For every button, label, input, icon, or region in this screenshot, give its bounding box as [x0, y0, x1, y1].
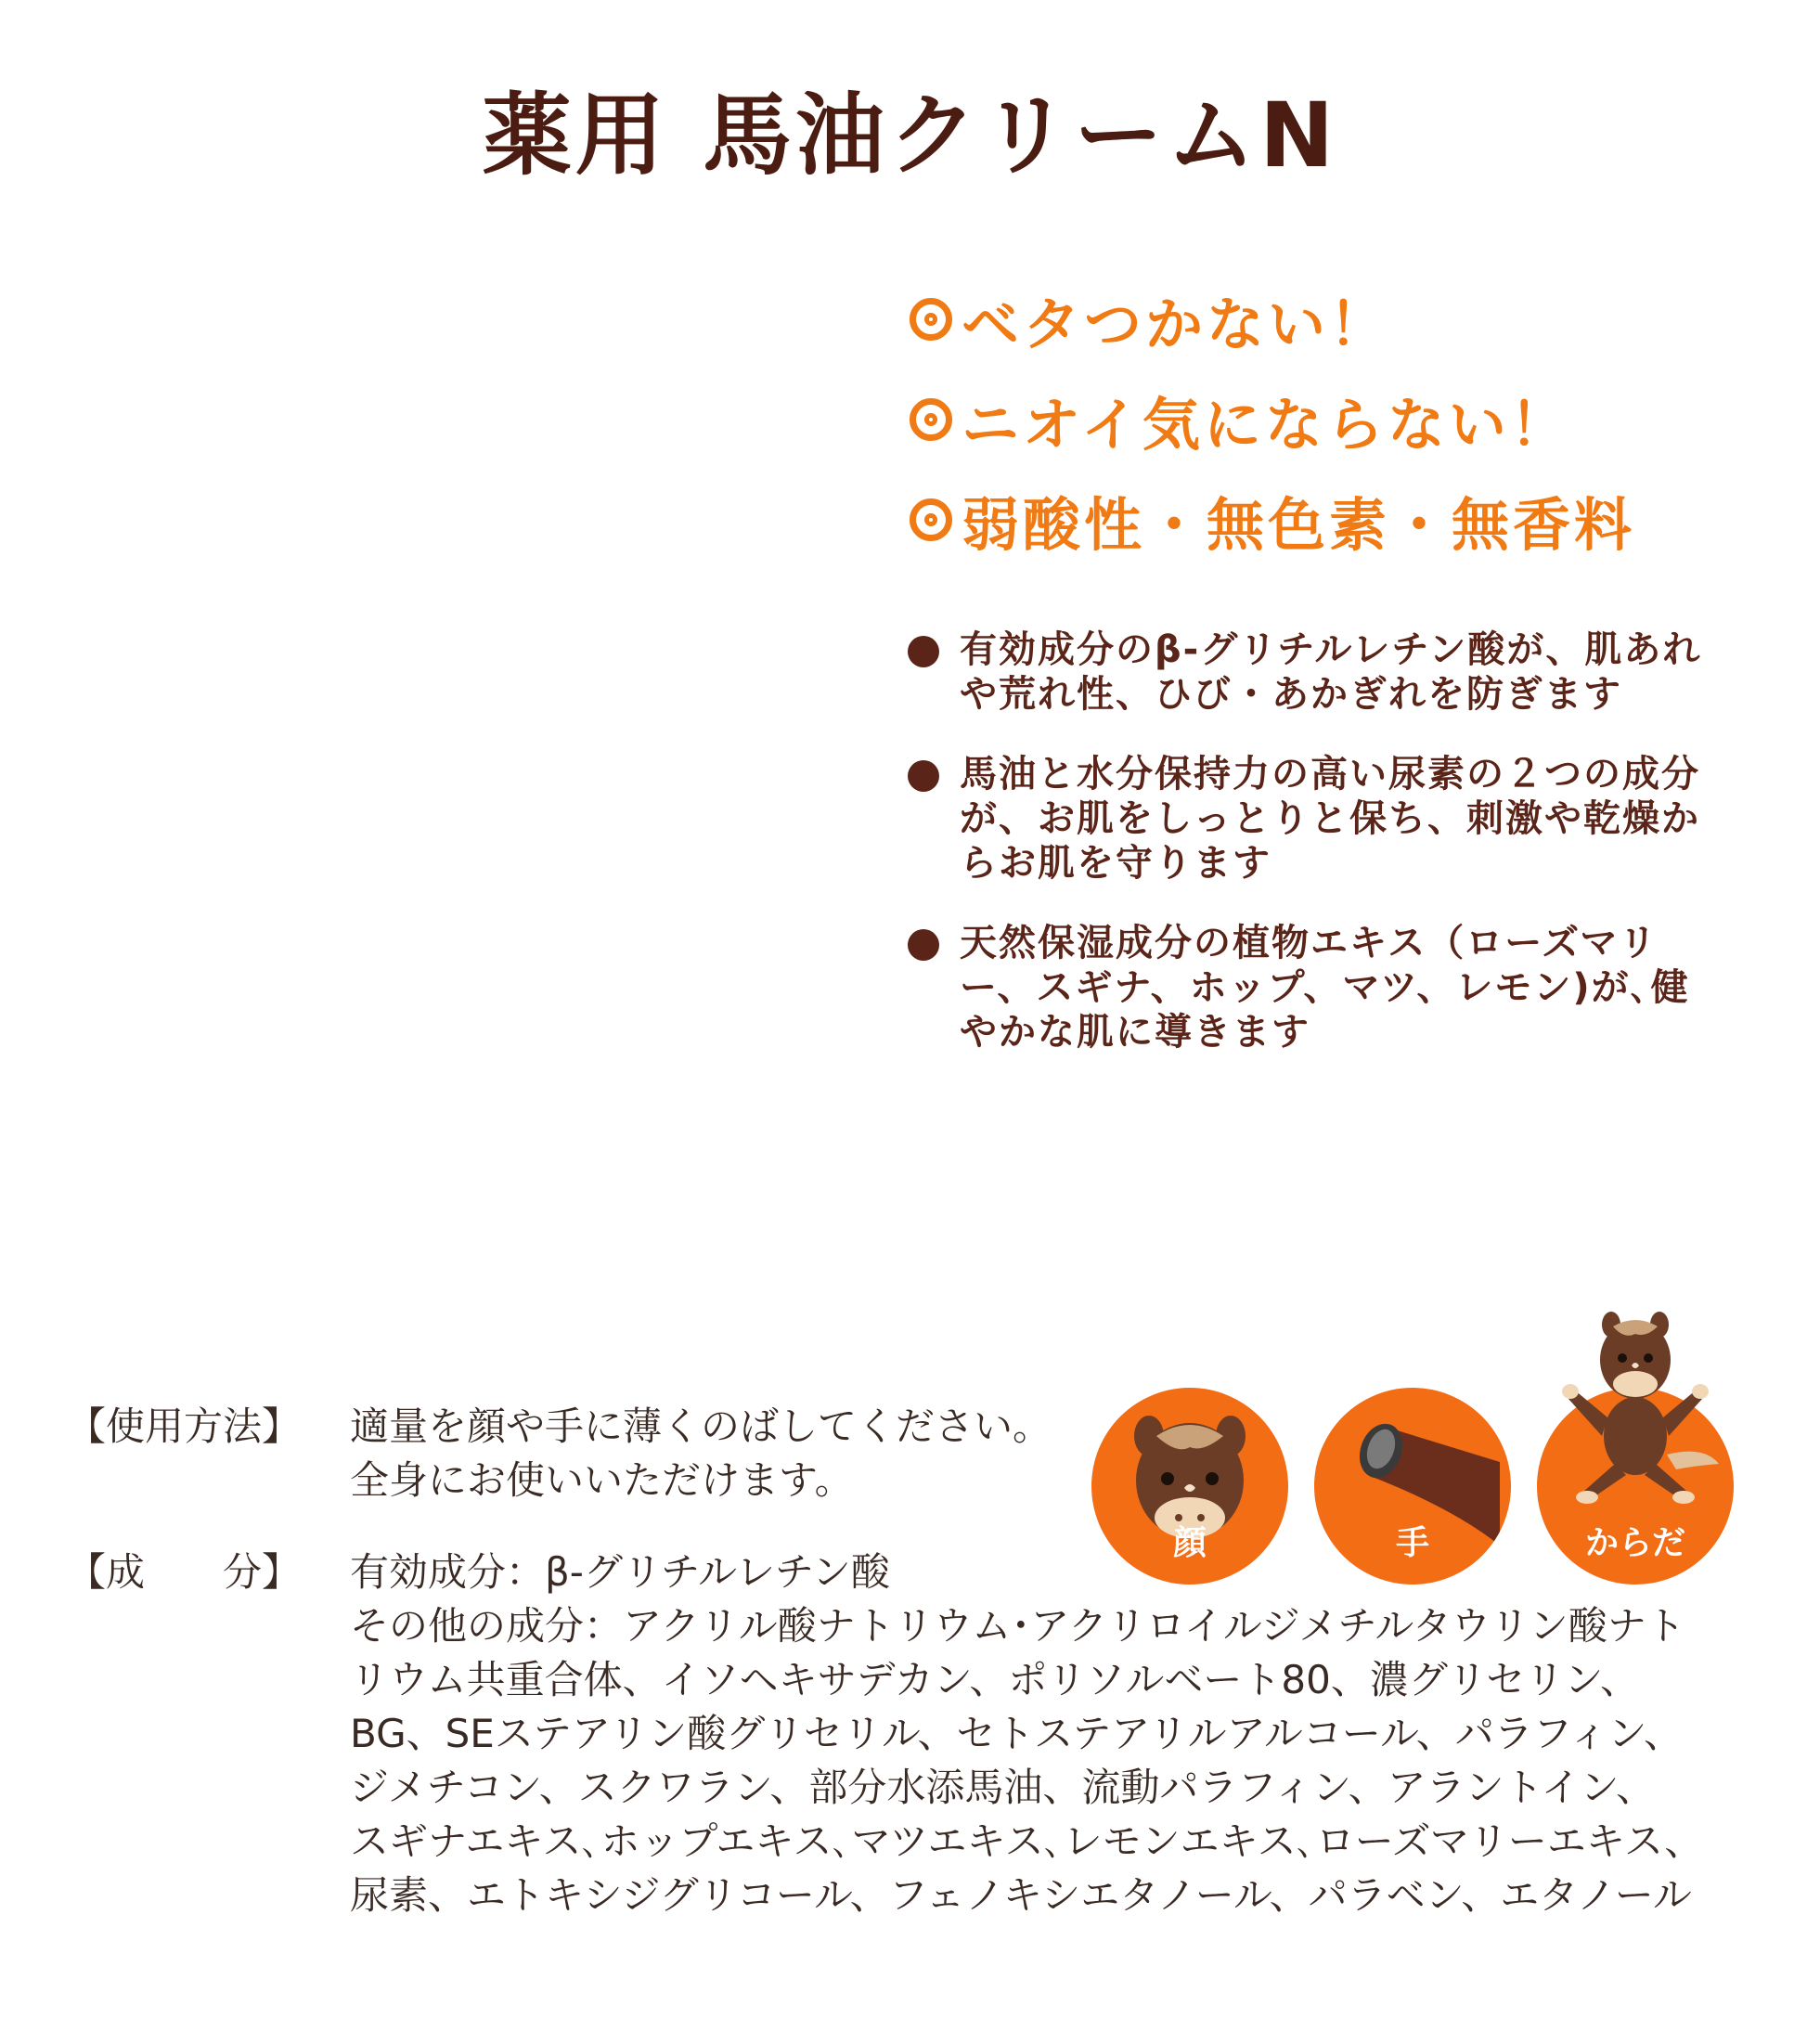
- benefit-text: 馬油と水分保持力の高い尿素の２つの成分が、お肌をしっとりと保ち、刺激や乾燥からお肌を守ります: [960, 753, 1700, 885]
- feature-text: ニオイ気にならない！: [962, 390, 1571, 459]
- ingredient-line: BG、SEステアリン酸グリセリル、セトステアリルアルコール、パラフィン、: [350, 1711, 1683, 1756]
- double-circle-icon: [910, 498, 952, 541]
- ingredient-line: 有効成分：β-グリチルレチン酸: [350, 1549, 890, 1595]
- bullet-icon: [908, 636, 939, 667]
- usage-section: [67, 1400, 1756, 1507]
- usage-line: 全身にお使いいただけます。: [350, 1457, 854, 1503]
- benefit-text: 天然保湿成分の植物エキス（ローズマリー、スギナ、ホップ、マツ、レモン)が､健やかな肌に導きます: [960, 922, 1690, 1054]
- feature-item: [910, 269, 1791, 369]
- bullet-icon: [908, 760, 939, 792]
- ingredients-label: 【成 分】: [67, 1549, 302, 1595]
- feature-list: [910, 269, 1791, 570]
- bullet-icon: [908, 929, 939, 961]
- benefit-item: [908, 752, 1743, 886]
- double-circle-icon: [910, 398, 952, 441]
- usage-line: 適量を顔や手に薄くのばしてください。: [350, 1404, 1052, 1449]
- feature-item: [910, 470, 1791, 570]
- benefit-text: 有効成分のβ-グリチルレチン酸が、肌あれや荒れ性、ひび・あかぎれを防ぎます: [960, 628, 1702, 716]
- ingredients-section: [67, 1546, 1756, 1922]
- usage-hand-label: 手: [1395, 1524, 1429, 1562]
- feature-item: [910, 369, 1791, 470]
- double-circle-icon: [910, 298, 952, 341]
- ingredient-line: その他の成分：アクリル酸ナトリウム･アクリロイルジメチルタウリン酸ナト: [350, 1603, 1685, 1649]
- usage-body: [350, 1400, 1733, 1507]
- benefit-item: [908, 627, 1743, 717]
- feature-text: ベタつかない！: [962, 290, 1391, 358]
- usage-body-label: からだ: [1584, 1524, 1685, 1562]
- ingredients-body: [350, 1546, 1733, 1922]
- ingredient-line: 尿素、エトキシジグリコール、フェノキシエタノール、パラベン、エタノール: [350, 1872, 1692, 1918]
- ingredient-line: ジメチコン、スクワラン、部分水添馬油、流動パラフィン、アラントイン、: [350, 1765, 1656, 1810]
- feature-text: 弱酸性・無色素・無香料: [962, 490, 1636, 559]
- usage-label: 【使用方法】: [67, 1404, 302, 1449]
- ingredient-line: スギナエキス､ホップエキス､マツエキス､レモンエキス､ローズマリーエキス、: [350, 1818, 1704, 1864]
- ingredient-line: リウム共重合体、イソヘキサデカン、ポリソルベート80、濃グリセリン、: [350, 1657, 1640, 1702]
- usage-face-label: 顔: [1172, 1524, 1207, 1562]
- page-title: 薬用 馬油クリームN: [482, 84, 1338, 188]
- benefit-item: [908, 921, 1743, 1054]
- benefit-list: [908, 627, 1743, 1090]
